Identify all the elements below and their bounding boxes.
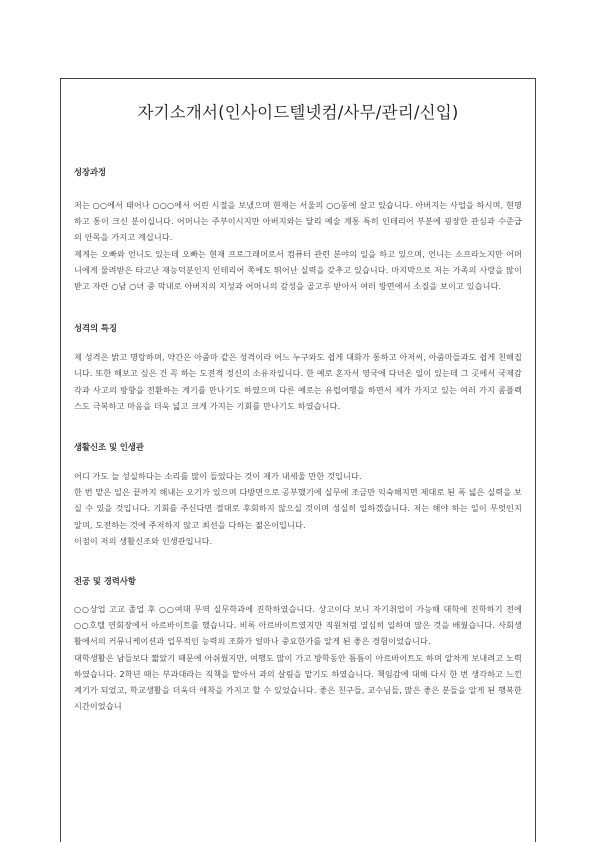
section-heading: 성장과정 xyxy=(74,167,107,177)
section-body xyxy=(74,468,522,549)
section-major-career xyxy=(74,576,522,714)
section-heading: 전공 및 경력사항 xyxy=(74,576,136,587)
section-life-philosophy xyxy=(74,442,522,549)
paragraph: 저는 ○○에서 태어나 ○○○에서 어린 시절을 보냈으며 현재는 서울의 ○○동에 살고 있습니다. 아버지는 사업을 하시며, 현명하고 통이 크신 분이십니다. 어머니는 주부이시지만 아버지와는 달리 예술 계통 특히 인테리어 부분에 굉장한 관심과 수준급의 안목을 가지고 계십니다. xyxy=(74,200,522,243)
section-body xyxy=(74,601,522,714)
paragraph: 제게는 오빠와 언니도 있는데 오빠는 현재 프로그래머로서 컴퓨터 관련 분야의 일을 하고 있으며, 언니는 소프라노지만 어머니에게 물려받은 타고난 재능덕분인지 인테리어 쪽에도 뛰어난 실력을 갖추고 있습니다. 마지막으로 저는 가족의 사랑을 많이 받고 자란 ○남 ○녀 중 막내로 아버지의 지성과 어머니의 감성을 골고루 받아서 여러 방면에서 소질을 보이고 있습니다. xyxy=(74,248,522,292)
paragraph: 제 성격은 밝고 명랑하며, 약간은 아줌마 같은 성격이라 어느 누구와도 쉽게 대화가 통하고 아저씨, 아줌마들과도 쉽게 친해집니다. 또한 해보고 싶은 건 꼭 하는 도전적 정신의 소유자입니다. 한 예로 혼자서 영국에 다녀온 일이 있는데 그 곳에서 국제감각과 사고의 방향을 전환하는 계기를 만나기도 하였으며 다른 예로는 유럽여행을 하면서 제가 가지고 있는 여러 가지 콤플렉스도 극복하고 마음을 더욱 넓고 크게 가지는 기회를 만나기도 하였습니다. xyxy=(74,352,522,411)
section-body xyxy=(74,349,522,414)
section-heading: 생활신조 및 인생관 xyxy=(74,442,144,453)
paragraph: 이점이 저의 생활신조와 인생관입니다. xyxy=(74,535,213,546)
paragraph: ○○상업 고교 졸업 후 ○○여대 무역 실무학과에 진학하였습니다. 상고이다 보니 자기취업이 가능해 대학에 진학하기 전에 ○○호텔 연회장에서 아르바이트를 했습니다. 비록 아르바이트였지만 직원처럼 열심히 일하며 많은 것을 배웠습니다. 사회생활에서의 커뮤니케이션과 업무적인 능력의 조화가 얼마나 중요한가를 알게 된 좋은 경험이었습니다. xyxy=(74,604,522,647)
document-frame xyxy=(60,78,536,842)
paragraph: 어디 가도 늘 성실하다는 소리를 많이 들었다는 것이 제가 내세울 만한 것입니다. xyxy=(74,471,362,482)
document-title: 자기소개서(인사이드텔넷컴/사무/관리/신입) xyxy=(137,103,459,122)
paragraph: 한 번 맡은 일은 끝까지 해내는 오기가 있으며 다방면으로 공부했기에 실무에 조금만 익숙해지면 제대로 된 폭 넓은 실력을 보실 수 있을 것입니다. 기회를 주신다면 절대로 후회하지 않으실 것이며 성실히 일하겠습니다. 저는 해야 하는 일이 무엇인지 알며, 도전하는 것에 주저하지 않고 최선을 다하는 젊은이입니다. xyxy=(74,487,522,530)
paragraph: 대학생활은 남들보다 짧았기 때문에 아쉬웠지만, 여행도 많이 가고 방학동안 틈틈이 아르바이트도 하며 알차게 보내려고 노력하였습니다. 2학년 때는 부과대라는 직책을 맡아서 과의 살림을 맡기도 하였습니다. 책임감에 대해 다시 한 번 생각하고 느낀 계기가 되었고, 학교생활을 더욱더 애착을 가지고 할 수 있었습니다. 좋은 친구들, 교수님들, 많은 좋은 분들을 알게 된 행복한 시간이었습니 xyxy=(74,652,522,712)
section-growth xyxy=(74,167,522,294)
section-personality xyxy=(74,323,522,414)
section-body xyxy=(74,197,522,294)
section-heading: 성격의 특징 xyxy=(74,323,117,334)
